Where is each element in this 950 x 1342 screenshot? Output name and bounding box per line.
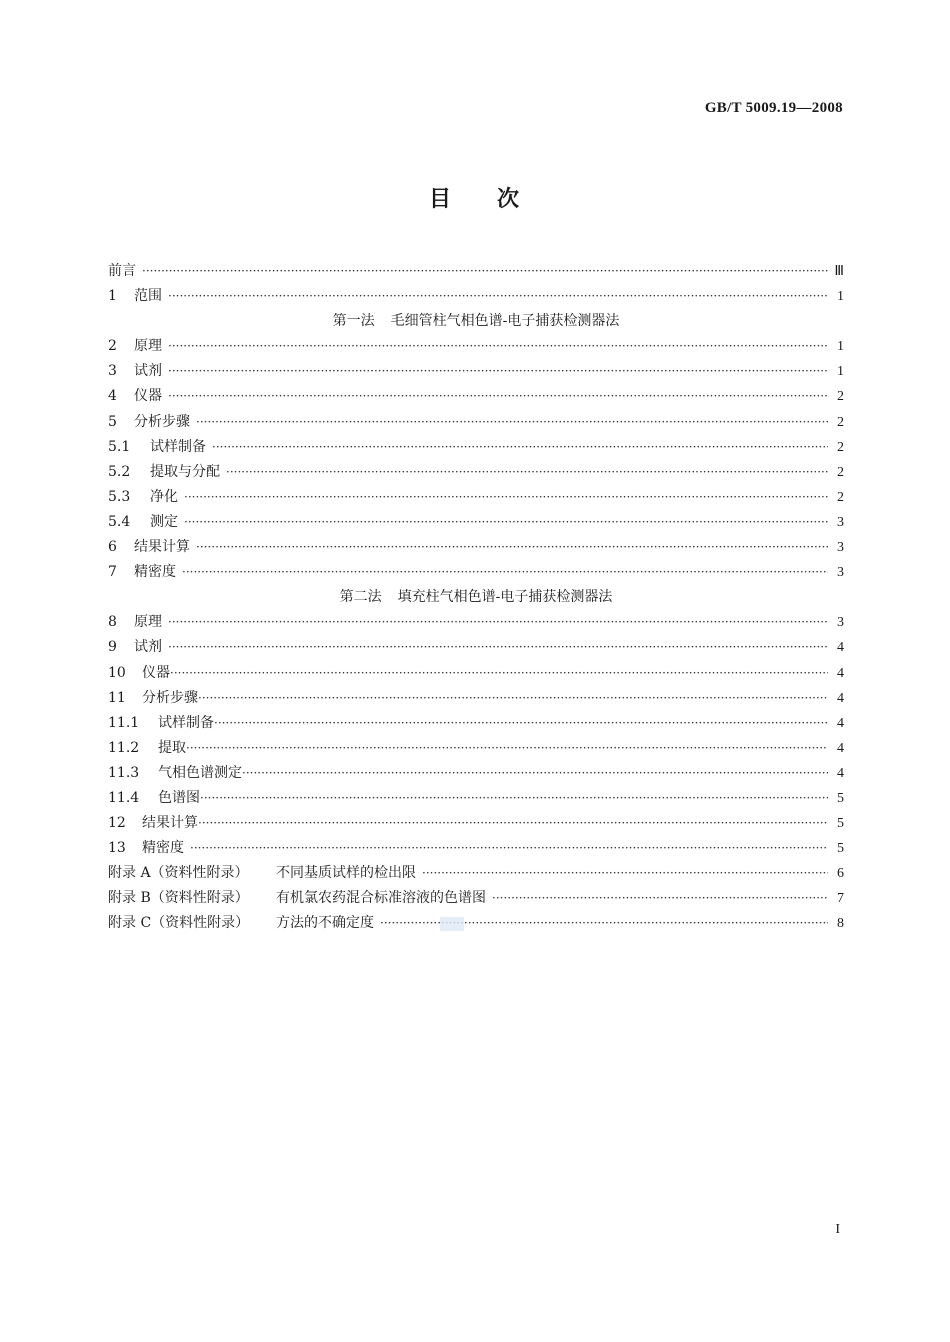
toc-label: 仪器 [142,664,170,681]
title-char-2: 次 [497,187,522,212]
method-one-heading[interactable] [108,309,844,334]
toc-row[interactable] [108,786,844,811]
toc-label: 分析步骤 [134,413,190,430]
toc-num: 1 [108,288,117,305]
toc-page: 2 [837,464,844,480]
toc-row[interactable] [108,836,844,861]
toc-label: 试样制备 [158,714,214,731]
method-two-prefix: 第二法 [339,589,382,606]
toc-num: 12 [108,815,126,832]
table-of-contents [108,259,844,937]
toc-label: 原理 [134,614,162,631]
dot-leader [168,635,828,660]
toc-row-appendix-b[interactable] [108,886,844,911]
toc-row[interactable] [108,610,844,635]
toc-label: 不同基质试样的检出限 [276,865,416,882]
toc-num: 附录 A（资料性附录） [108,865,249,882]
toc-label: 精密度 [142,840,184,857]
toc-row[interactable] [108,635,844,660]
toc-label: 前言 [108,263,136,279]
toc-label: 有机氯农药混合标准溶液的色谱图 [276,890,486,907]
toc-num: 附录 B（资料性附录） [108,890,249,907]
toc-page: 2 [837,389,844,405]
toc-label: 测定 [150,513,178,530]
dot-leader [196,410,828,435]
dot-leader [196,535,828,560]
toc-label: 方法的不确定度 [276,915,374,932]
toc-page: 3 [837,514,844,530]
toc-row[interactable] [108,435,844,460]
toc-label: 分析步骤 [142,689,198,706]
dot-leader [422,861,828,886]
toc-page: 3 [837,540,844,556]
dot-leader [170,661,828,686]
toc-page: 4 [837,715,844,731]
toc-page: 3 [837,615,844,631]
page-title [0,182,950,213]
toc-page: 2 [837,414,844,430]
toc-page: 3 [837,565,844,581]
toc-num: 5.2 [108,463,131,480]
toc-num: 10 [108,664,126,681]
highlight-mark [440,917,464,931]
toc-num: 13 [108,840,126,857]
toc-page: 1 [837,289,844,305]
toc-num: 3 [108,363,117,380]
toc-row[interactable] [108,510,844,535]
toc-num: 2 [108,338,117,355]
toc-row-preface[interactable] [108,259,844,284]
toc-num: 11.4 [108,789,140,806]
toc-num: 5 [108,413,117,430]
toc-row[interactable] [108,410,844,435]
toc-row-scope[interactable] [108,284,844,309]
dot-leader [182,560,828,585]
toc-label: 试剂 [134,639,162,656]
toc-page: 5 [837,790,844,806]
toc-num: 6 [108,539,117,556]
toc-label: 气相色谱测定 [158,764,242,781]
toc-row[interactable] [108,560,844,585]
toc-label: 精密度 [134,564,176,581]
title-char-1: 目 [428,187,453,212]
toc-num: 附录 C（资料性附录） [108,915,250,932]
toc-num: 4 [108,388,117,405]
toc-page: 5 [837,841,844,857]
dot-leader [190,836,828,861]
toc-row[interactable] [108,485,844,510]
toc-num: 11.2 [108,739,140,756]
toc-row[interactable] [108,359,844,384]
toc-row[interactable] [108,736,844,761]
toc-page: 1 [837,339,844,355]
toc-num: 5.4 [108,513,131,530]
toc-page: 8 [837,916,844,932]
toc-row[interactable] [108,686,844,711]
toc-row[interactable] [108,711,844,736]
toc-label: 范围 [134,288,162,305]
toc-row[interactable] [108,811,844,836]
toc-row[interactable] [108,384,844,409]
toc-label: 净化 [150,488,178,505]
toc-page: 4 [837,765,844,781]
dot-leader [242,761,828,786]
toc-page: 1 [837,364,844,380]
toc-label: 提取与分配 [150,463,220,480]
toc-row[interactable] [108,535,844,560]
page-number: I [835,1222,840,1237]
toc-label: 结果计算 [142,815,198,832]
dot-leader [492,886,828,911]
dot-leader [212,435,828,460]
dot-leader [168,359,828,384]
dot-leader [168,284,828,309]
toc-page: 2 [837,439,844,455]
toc-row[interactable] [108,334,844,359]
dot-leader [214,711,828,736]
dot-leader [226,460,828,485]
toc-label: 结果计算 [134,539,190,556]
toc-num: 9 [108,639,117,656]
dot-leader [200,786,828,811]
toc-row-appendix-a[interactable] [108,861,844,886]
dot-leader [168,610,828,635]
toc-num: 8 [108,614,117,631]
toc-page: 4 [837,665,844,681]
toc-page: 6 [837,866,844,882]
toc-row[interactable] [108,460,844,485]
toc-row[interactable] [108,761,844,786]
method-one-label: 毛细管柱气相色谱-电子捕获检测器法 [390,313,620,330]
standard-number: GB/T 5009.19—2008 [704,100,843,116]
toc-num: 11.1 [108,714,140,731]
dot-leader [184,485,828,510]
toc-label: 色谱图 [158,789,200,806]
dot-leader [168,334,828,359]
toc-num: 5.1 [108,438,131,455]
toc-page: 5 [837,816,844,832]
dot-leader [198,811,828,836]
toc-num: 11 [108,689,126,706]
method-two-label: 填充柱气相色谱-电子捕获检测器法 [397,589,613,606]
toc-page: 4 [837,640,844,656]
toc-label: 提取 [158,739,186,756]
toc-row[interactable] [108,661,844,686]
toc-label: 原理 [134,338,162,355]
toc-num: 7 [108,564,117,581]
toc-row-appendix-c[interactable] [108,911,844,936]
dot-leader [186,736,828,761]
dot-leader [184,510,828,535]
toc-label: 试剂 [134,363,162,380]
toc-page: 4 [837,690,844,706]
toc-page: 2 [837,489,844,505]
toc-page: 7 [837,891,844,907]
toc-page: 4 [837,740,844,756]
toc-num: 11.3 [108,764,140,781]
toc-page: Ⅲ [834,264,844,279]
dot-leader [198,686,828,711]
method-two-heading[interactable] [108,585,844,610]
toc-num: 5.3 [108,488,131,505]
dot-leader [142,259,828,284]
method-one-prefix: 第一法 [332,313,375,330]
toc-label: 仪器 [134,388,162,405]
toc-label: 试样制备 [150,438,206,455]
dot-leader [168,384,828,409]
